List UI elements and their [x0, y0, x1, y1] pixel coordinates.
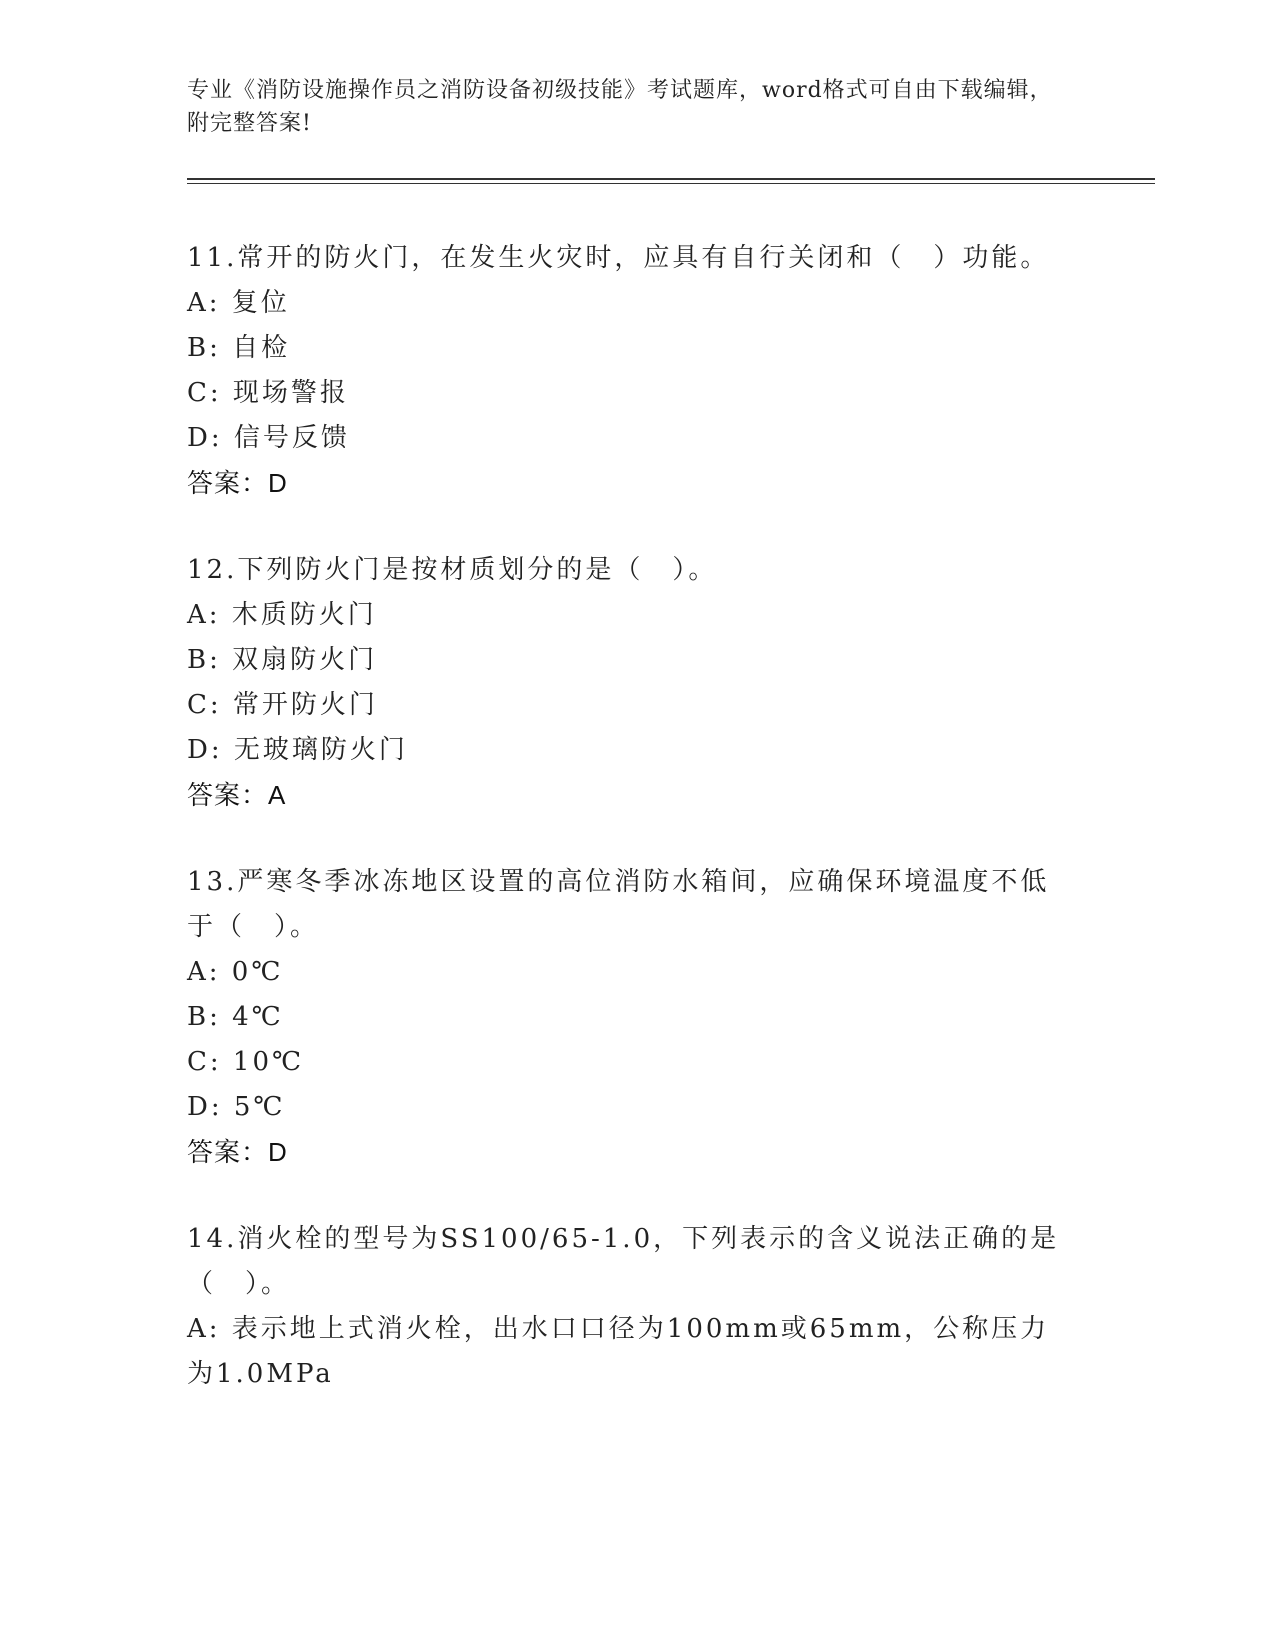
- option-c: C: 现场警报: [187, 378, 349, 408]
- question-13: [187, 860, 1067, 1175]
- question-stem: 11.常开的防火门，在发生火灾时，应具有自行关闭和（ ）功能。: [187, 243, 1050, 273]
- header-intro-text: 专业《消防设施操作员之消防设备初级技能》考试题库，word格式可自由下载编辑，附完整答案!: [187, 78, 1053, 136]
- option-b: B: 双扇防火门: [187, 645, 378, 675]
- option-b: B: 4℃: [187, 1002, 284, 1032]
- question-stem: 12.下列防火门是按材质划分的是（ ）。: [187, 555, 718, 585]
- document-header: [187, 74, 1067, 140]
- option-a: A: 表示地上式消火栓，出水口口径为100mm或65mm，公称压力为1.0MPa: [187, 1314, 1050, 1389]
- option-a: A: 木质防火门: [187, 600, 377, 630]
- answer-line: 答案：D: [187, 1137, 288, 1167]
- option-d: D: 5℃: [187, 1092, 286, 1122]
- option-c: C: 常开防火门: [187, 690, 378, 720]
- question-list: [187, 236, 1067, 1439]
- question-14: [187, 1217, 1067, 1397]
- answer-line: 答案：A: [187, 780, 287, 810]
- question-stem: 13.严寒冬季冰冻地区设置的高位消防水箱间，应确保环境温度不低于（ ）。: [187, 867, 1050, 942]
- question-12: [187, 548, 1067, 818]
- header-divider-bottom: [187, 183, 1155, 184]
- question-stem: 14.消火栓的型号为SS100/65-1.0，下列表示的含义说法正确的是（ ）。: [187, 1224, 1060, 1299]
- option-d: D: 信号反馈: [187, 423, 350, 453]
- option-a: A: 0℃: [187, 957, 284, 987]
- option-a: A: 复位: [187, 288, 290, 318]
- header-divider-top: [187, 178, 1155, 180]
- question-11: [187, 236, 1067, 506]
- option-b: B: 自检: [187, 333, 291, 363]
- option-c: C: 10℃: [187, 1047, 305, 1077]
- answer-line: 答案：D: [187, 468, 288, 498]
- option-d: D: 无玻璃防火门: [187, 735, 408, 765]
